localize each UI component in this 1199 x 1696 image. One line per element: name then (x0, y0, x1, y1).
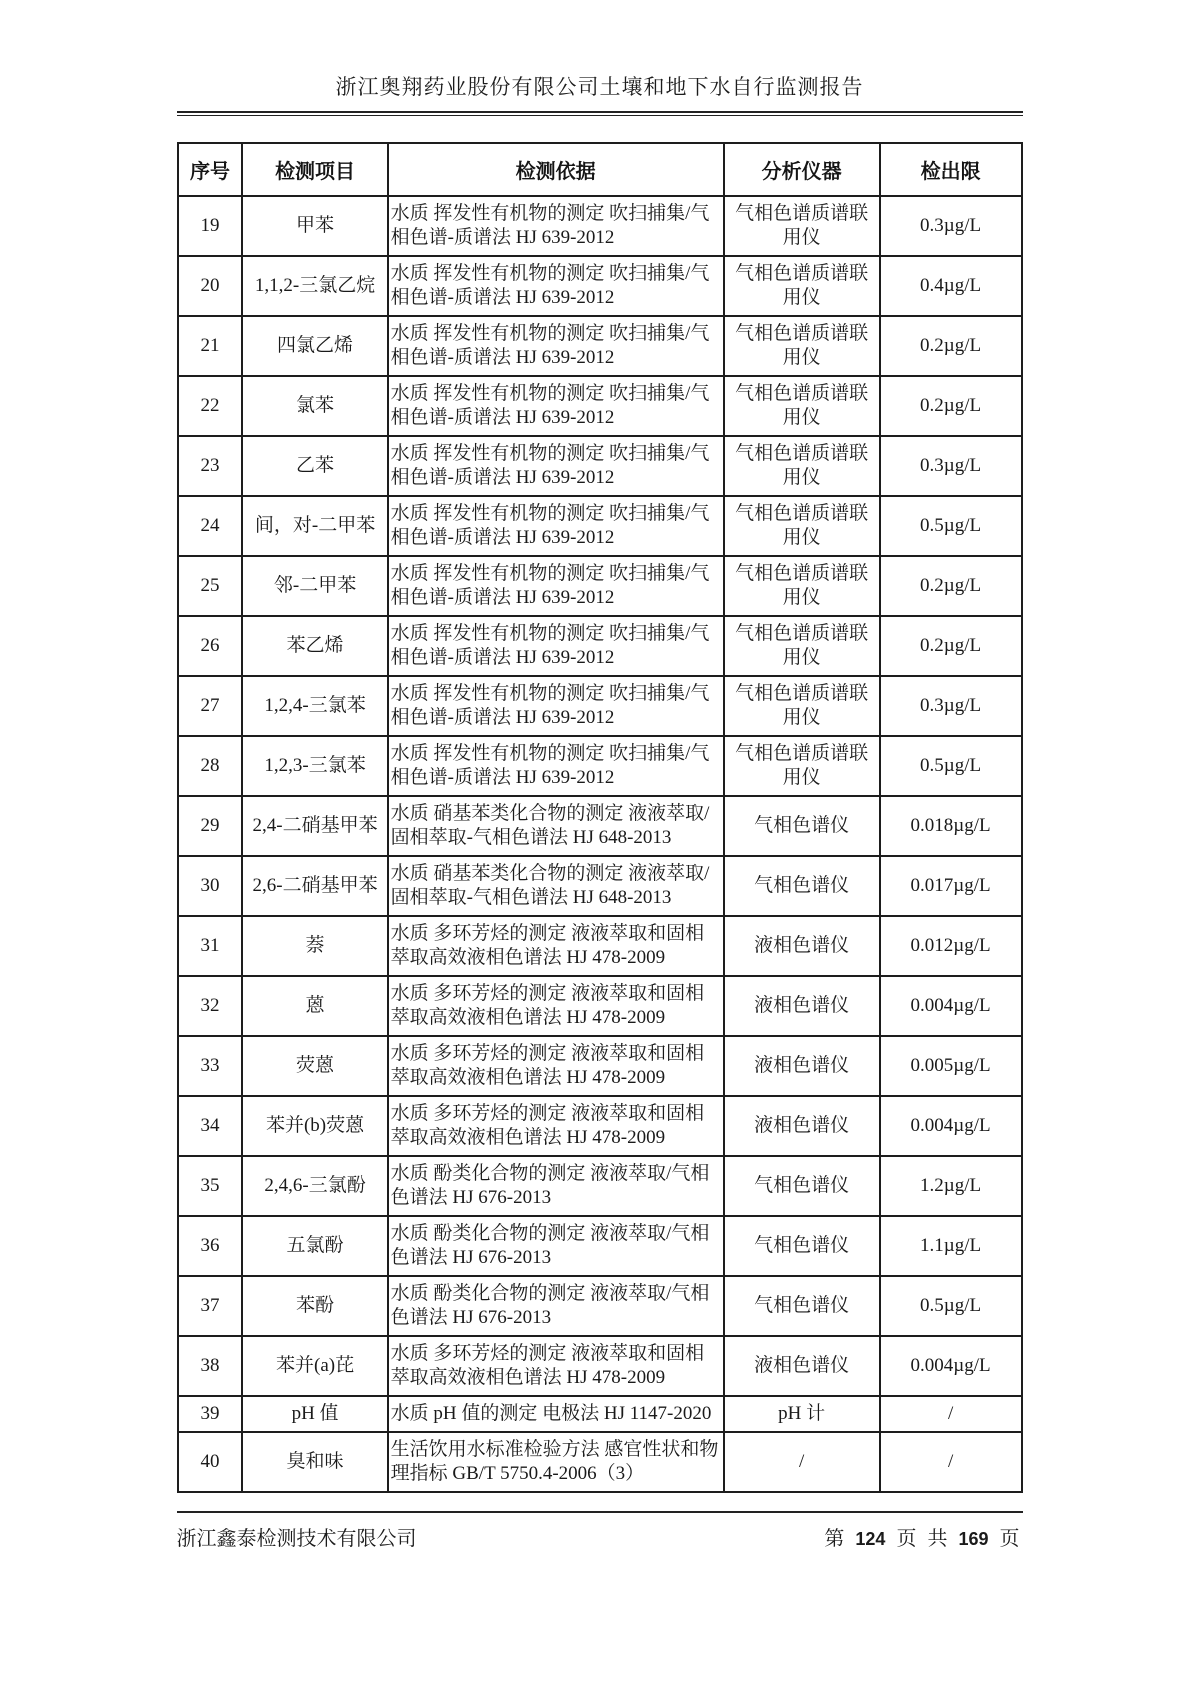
cell-limit: 0.004µg/L (880, 1336, 1022, 1396)
cell-method: 水质 多环芳烃的测定 液液萃取和固相萃取高效液相色谱法 HJ 478-2009 (388, 1336, 724, 1396)
table-row (178, 1276, 1022, 1336)
current-page-number: 124 (855, 1529, 886, 1549)
cell-no: 27 (178, 676, 243, 736)
cell-limit: 0.2µg/L (880, 316, 1022, 376)
table-row (178, 676, 1022, 736)
table-row (178, 1216, 1022, 1276)
cell-item: 邻-二甲苯 (242, 556, 387, 616)
cell-no: 23 (178, 436, 243, 496)
cell-item: 2,6-二硝基甲苯 (242, 856, 387, 916)
cell-method: 水质 酚类化合物的测定 液液萃取/气相色谱法 HJ 676-2013 (388, 1216, 724, 1276)
table-row (178, 556, 1022, 616)
cell-instrument: 气相色谱质谱联用仪 (724, 556, 880, 616)
table-row (178, 1036, 1022, 1096)
cell-limit: / (880, 1396, 1022, 1432)
cell-item: 四氯乙烯 (242, 316, 387, 376)
page-label-suffix: 页 (999, 1528, 1020, 1550)
cell-limit: 0.5µg/L (880, 1276, 1022, 1336)
cell-instrument: 液相色谱仪 (724, 976, 880, 1036)
cell-method: 水质 挥发性有机物的测定 吹扫捕集/气相色谱-质谱法 HJ 639-2012 (388, 556, 724, 616)
cell-limit: 0.2µg/L (880, 376, 1022, 436)
table-row (178, 736, 1022, 796)
cell-instrument: 气相色谱仪 (724, 856, 880, 916)
cell-item: 荧蒽 (242, 1036, 387, 1096)
cell-instrument: 气相色谱质谱联用仪 (724, 676, 880, 736)
cell-method: 水质 多环芳烃的测定 液液萃取和固相萃取高效液相色谱法 HJ 478-2009 (388, 916, 724, 976)
cell-limit: 0.4µg/L (880, 256, 1022, 316)
cell-item: 苯并(a)芘 (242, 1336, 387, 1396)
cell-item: 苯酚 (242, 1276, 387, 1336)
cell-item: 1,1,2-三氯乙烷 (242, 256, 387, 316)
cell-no: 30 (178, 856, 243, 916)
page-label-middle-1: 页 (896, 1528, 917, 1550)
table-row (178, 976, 1022, 1036)
cell-method: 生活饮用水标准检验方法 感官性状和物理指标 GB/T 5750.4-2006（3） (388, 1432, 724, 1492)
cell-instrument: 气相色谱质谱联用仪 (724, 316, 880, 376)
cell-no: 22 (178, 376, 243, 436)
cell-item: 臭和味 (242, 1432, 387, 1492)
cell-method: 水质 挥发性有机物的测定 吹扫捕集/气相色谱-质谱法 HJ 639-2012 (388, 196, 724, 256)
table-row (178, 1432, 1022, 1492)
table-row (178, 496, 1022, 556)
column-header-4: 检出限 (880, 143, 1022, 196)
cell-limit: / (880, 1432, 1022, 1492)
cell-item: 苯并(b)荧蒽 (242, 1096, 387, 1156)
cell-no: 36 (178, 1216, 243, 1276)
cell-item: 1,2,3-三氯苯 (242, 736, 387, 796)
cell-method: 水质 挥发性有机物的测定 吹扫捕集/气相色谱-质谱法 HJ 639-2012 (388, 616, 724, 676)
cell-method: 水质 挥发性有机物的测定 吹扫捕集/气相色谱-质谱法 HJ 639-2012 (388, 376, 724, 436)
footer-company-name: 浙江鑫泰检测技术有限公司 (176, 1528, 417, 1550)
cell-no: 31 (178, 916, 243, 976)
cell-no: 26 (178, 616, 243, 676)
table-row (178, 916, 1022, 976)
cell-no: 28 (178, 736, 243, 796)
cell-method: 水质 挥发性有机物的测定 吹扫捕集/气相色谱-质谱法 HJ 639-2012 (388, 316, 724, 376)
header-rule (177, 111, 1023, 116)
cell-limit: 0.2µg/L (880, 556, 1022, 616)
cell-instrument: 气相色谱仪 (724, 1156, 880, 1216)
cell-no: 24 (178, 496, 243, 556)
cell-item: 蒽 (242, 976, 387, 1036)
cell-no: 20 (178, 256, 243, 316)
column-header-2: 检测依据 (388, 143, 724, 196)
cell-method: 水质 多环芳烃的测定 液液萃取和固相萃取高效液相色谱法 HJ 478-2009 (388, 976, 724, 1036)
table-head (178, 143, 1022, 196)
cell-item: 苯乙烯 (242, 616, 387, 676)
cell-instrument: / (724, 1432, 880, 1492)
cell-limit: 0.2µg/L (880, 616, 1022, 676)
footer-rule (177, 1511, 1023, 1513)
cell-no: 40 (178, 1432, 243, 1492)
cell-instrument: 气相色谱仪 (724, 796, 880, 856)
table-row (178, 1336, 1022, 1396)
cell-limit: 1.2µg/L (880, 1156, 1022, 1216)
cell-limit: 0.5µg/L (880, 496, 1022, 556)
monitoring-parameters-table (177, 142, 1023, 1493)
cell-method: 水质 挥发性有机物的测定 吹扫捕集/气相色谱-质谱法 HJ 639-2012 (388, 496, 724, 556)
table-row (178, 256, 1022, 316)
cell-method: 水质 酚类化合物的测定 液液萃取/气相色谱法 HJ 676-2013 (388, 1276, 724, 1336)
cell-no: 33 (178, 1036, 243, 1096)
column-header-3: 分析仪器 (724, 143, 880, 196)
cell-no: 39 (178, 1396, 243, 1432)
cell-instrument: 气相色谱质谱联用仪 (724, 256, 880, 316)
cell-method: 水质 挥发性有机物的测定 吹扫捕集/气相色谱-质谱法 HJ 639-2012 (388, 436, 724, 496)
cell-limit: 0.3µg/L (880, 196, 1022, 256)
cell-method: 水质 硝基苯类化合物的测定 液液萃取/固相萃取-气相色谱法 HJ 648-2013 (388, 856, 724, 916)
cell-item: 甲苯 (242, 196, 387, 256)
cell-no: 25 (178, 556, 243, 616)
table-row (178, 1396, 1022, 1432)
cell-method: 水质 多环芳烃的测定 液液萃取和固相萃取高效液相色谱法 HJ 478-2009 (388, 1036, 724, 1096)
cell-limit: 0.012µg/L (880, 916, 1022, 976)
table-row (178, 436, 1022, 496)
cell-item: 1,2,4-三氯苯 (242, 676, 387, 736)
cell-instrument: 气相色谱质谱联用仪 (724, 496, 880, 556)
cell-instrument: 气相色谱质谱联用仪 (724, 376, 880, 436)
page-footer (177, 1511, 1023, 1551)
table-row (178, 316, 1022, 376)
cell-limit: 0.004µg/L (880, 1096, 1022, 1156)
cell-method: 水质 挥发性有机物的测定 吹扫捕集/气相色谱-质谱法 HJ 639-2012 (388, 676, 724, 736)
cell-instrument: 气相色谱仪 (724, 1216, 880, 1276)
cell-method: 水质 挥发性有机物的测定 吹扫捕集/气相色谱-质谱法 HJ 639-2012 (388, 736, 724, 796)
cell-limit: 0.018µg/L (880, 796, 1022, 856)
cell-instrument: 液相色谱仪 (724, 1336, 880, 1396)
cell-instrument: 气相色谱质谱联用仪 (724, 436, 880, 496)
cell-method: 水质 硝基苯类化合物的测定 液液萃取/固相萃取-气相色谱法 HJ 648-2013 (388, 796, 724, 856)
cell-no: 37 (178, 1276, 243, 1336)
cell-limit: 1.1µg/L (880, 1216, 1022, 1276)
page (177, 0, 1023, 1551)
table-row (178, 376, 1022, 436)
column-header-1: 检测项目 (242, 143, 387, 196)
cell-item: 氯苯 (242, 376, 387, 436)
table-row (178, 1096, 1022, 1156)
cell-no: 34 (178, 1096, 243, 1156)
cell-item: 乙苯 (242, 436, 387, 496)
page-header (177, 74, 1023, 116)
cell-limit: 0.5µg/L (880, 736, 1022, 796)
cell-no: 29 (178, 796, 243, 856)
cell-no: 38 (178, 1336, 243, 1396)
footer-page-info (821, 1522, 1022, 1551)
cell-limit: 0.004µg/L (880, 976, 1022, 1036)
page-label-middle-2: 共 (927, 1528, 948, 1550)
cell-instrument: 气相色谱仪 (724, 1276, 880, 1336)
table-row (178, 616, 1022, 676)
footer-row (177, 1522, 1023, 1551)
cell-limit: 0.005µg/L (880, 1036, 1022, 1096)
table-row (178, 856, 1022, 916)
cell-limit: 0.3µg/L (880, 676, 1022, 736)
cell-no: 32 (178, 976, 243, 1036)
cell-method: 水质 多环芳烃的测定 液液萃取和固相萃取高效液相色谱法 HJ 478-2009 (388, 1096, 724, 1156)
table-row (178, 796, 1022, 856)
cell-instrument: 液相色谱仪 (724, 1036, 880, 1096)
cell-method: 水质 酚类化合物的测定 液液萃取/气相色谱法 HJ 676-2013 (388, 1156, 724, 1216)
cell-instrument: 液相色谱仪 (724, 1096, 880, 1156)
cell-item: 间，对-二甲苯 (242, 496, 387, 556)
report-title: 浙江奥翔药业股份有限公司土壤和地下水自行监测报告 (335, 75, 864, 99)
table-row (178, 1156, 1022, 1216)
cell-item: 五氯酚 (242, 1216, 387, 1276)
cell-item: 2,4-二硝基甲苯 (242, 796, 387, 856)
cell-instrument: 气相色谱质谱联用仪 (724, 616, 880, 676)
table-row (178, 196, 1022, 256)
cell-method: 水质 pH 值的测定 电极法 HJ 1147-2020 (388, 1396, 724, 1432)
cell-no: 21 (178, 316, 243, 376)
cell-instrument: pH 计 (724, 1396, 880, 1432)
total-page-number: 169 (958, 1529, 989, 1549)
page-label-prefix: 第 (824, 1528, 845, 1550)
table-header-row (178, 143, 1022, 196)
cell-item: 2,4,6-三氯酚 (242, 1156, 387, 1216)
cell-instrument: 气相色谱质谱联用仪 (724, 736, 880, 796)
cell-instrument: 气相色谱质谱联用仪 (724, 196, 880, 256)
cell-limit: 0.3µg/L (880, 436, 1022, 496)
column-header-0: 序号 (178, 143, 243, 196)
cell-method: 水质 挥发性有机物的测定 吹扫捕集/气相色谱-质谱法 HJ 639-2012 (388, 256, 724, 316)
cell-item: pH 值 (242, 1396, 387, 1432)
table-body (178, 196, 1022, 1492)
cell-item: 萘 (242, 916, 387, 976)
cell-limit: 0.017µg/L (880, 856, 1022, 916)
cell-instrument: 液相色谱仪 (724, 916, 880, 976)
cell-no: 35 (178, 1156, 243, 1216)
cell-no: 19 (178, 196, 243, 256)
